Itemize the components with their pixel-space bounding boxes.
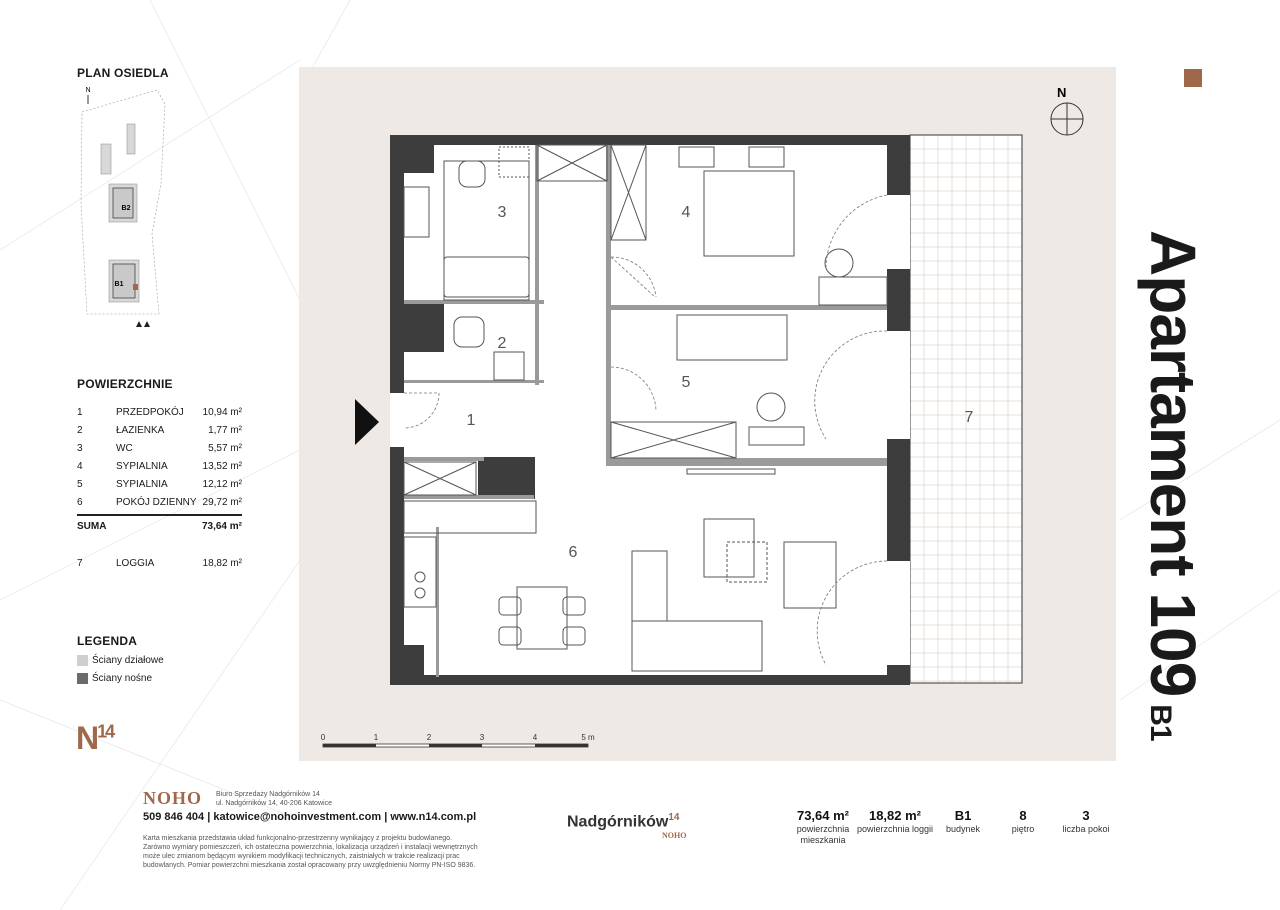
site-plan-title: PLAN OSIEDLA (77, 66, 169, 80)
disclaimer-line: budowlanych. Pomiar powierzchni mieszkania został opracowany przy uwzględnieniu Normy PN-ISO 9836. (143, 862, 476, 869)
accent-square-bottom (77, 825, 95, 843)
entrance-arrow (355, 399, 379, 445)
legend-swatch-partition (77, 655, 88, 666)
apartment-title-text: Apartament 109 (1137, 230, 1209, 697)
area-no: 4 (77, 461, 83, 472)
legend-label-loadbearing: Ściany nośne (92, 673, 153, 685)
disclaimer (143, 834, 543, 870)
areas-sum-divider (77, 514, 242, 516)
accent-square-top (1184, 69, 1202, 87)
site-plan-b2-label: B2 (121, 205, 131, 212)
noho-brand: NOHO (143, 788, 203, 808)
room-number-1: 1 (466, 412, 476, 429)
area-value: 1,77 m² (208, 425, 242, 436)
floor-plan (299, 67, 1116, 761)
area-name: WC (116, 443, 133, 454)
disclaimer-line: Karta mieszkania przedstawia układ funkcjonalno-przestrzenny wynikający z projektu budowlanego. (143, 835, 452, 842)
area-name: SYPIALNIA (116, 479, 168, 490)
stat-value: 73,64 m² (796, 808, 850, 823)
project-logo-sub: NOHO (662, 831, 687, 840)
area-no: 6 (77, 497, 83, 508)
stat-value: 8 (1019, 808, 1027, 823)
scale-tick-label: 2 (426, 733, 432, 742)
disclaimer-line: Zarówno wymiary pomieszczeń, ich ostateczna powierzchnia, lokalizacja urządzeń i instalacji wewnętrznych (143, 844, 478, 851)
office-line-1: Biuro Sprzedaży Nadgórników 14 (216, 791, 320, 798)
legend-swatch-loadbearing (77, 673, 88, 684)
apartment-title (1130, 230, 1210, 750)
area-no: 3 (77, 443, 83, 454)
scale-tick-label: 0 (320, 733, 326, 742)
area-row (77, 497, 242, 511)
disclaimer-line: może ulec zmianom będącym wynikiem modyfikacji technicznych, zaistniałych w trakcie realizacji prac (143, 853, 460, 860)
apartment-building-suffix: B1 (1144, 704, 1177, 741)
area-name: SYPIALNIA (116, 461, 168, 472)
loggia-value: 18,82 m² (202, 558, 242, 569)
site-plan-map (77, 84, 167, 334)
stat-label: piętro (1011, 824, 1035, 834)
scale-bar (321, 733, 595, 747)
loggia-no: 7 (77, 558, 83, 569)
room-number-2: 2 (497, 335, 507, 352)
stat-value: 3 (1082, 808, 1090, 823)
project-logo-text: Nadgórników (567, 813, 669, 831)
sum-value: 73,64 m² (201, 521, 242, 532)
area-no: 5 (77, 479, 83, 490)
area-row (77, 479, 242, 493)
area-name: POKÓJ DZIENNY (116, 497, 197, 508)
sum-label: SUMA (77, 521, 107, 532)
office-info (216, 790, 332, 808)
area-no: 2 (77, 425, 83, 436)
area-row (77, 461, 242, 475)
compass-north-label: N (1057, 85, 1067, 100)
site-plan-b1-label: B1 (114, 281, 124, 288)
room-number-7: 7 (964, 409, 974, 426)
area-value: 5,57 m² (208, 443, 242, 454)
area-row (77, 425, 242, 439)
stat-label: powierzchnia loggii (856, 824, 934, 834)
area-name: ŁAZIENKA (116, 425, 165, 436)
legend-title: LEGENDA (77, 634, 138, 648)
legend-item-partition (77, 655, 164, 666)
area-row (77, 443, 242, 457)
stat-value: B1 (954, 808, 972, 823)
room-number-6: 6 (568, 544, 578, 561)
legend-item-loadbearing (77, 673, 152, 684)
contact-line: 509 846 404 | katowice@nohoinvestment.com | www.n14.com.pl (143, 811, 477, 823)
stat-label: powierzchnia mieszkania (796, 824, 850, 845)
area-no: 1 (77, 407, 83, 418)
areas-title: POWIERZCHNIE (77, 377, 173, 391)
scale-tick-label: 3 (479, 733, 485, 742)
site-plan-north-label: N (85, 87, 91, 94)
room-number-5: 5 (681, 374, 691, 391)
area-name: PRZEDPOKÓJ (116, 407, 184, 418)
compass (1051, 85, 1083, 135)
room-number-3: 3 (497, 204, 507, 221)
project-logo-sup: 14 (668, 812, 680, 823)
area-value: 10,94 m² (202, 407, 242, 418)
loggia-row (77, 558, 242, 572)
area-value: 29,72 m² (202, 497, 242, 508)
n14-logo: $N^{14}$ (76, 720, 114, 756)
n14-logo-sup: 14 (97, 721, 114, 742)
room-number-4: 4 (681, 204, 691, 221)
area-value: 13,52 m² (202, 461, 242, 472)
stat-label: budynek (945, 824, 981, 834)
stat-value: 18,82 m² (868, 808, 922, 823)
office-line-2: ul. Nadgórników 14, 40-206 Katowice (216, 800, 332, 807)
project-logo (567, 812, 679, 831)
scale-tick-label: 5 m (581, 733, 595, 742)
legend-label-partition: Ściany działowe (92, 655, 164, 667)
scale-tick-label: 4 (532, 733, 538, 742)
stat-item (783, 810, 863, 846)
stat-item (1046, 810, 1126, 835)
loggia-name: LOGGIA (116, 558, 155, 569)
scale-tick-label: 1 (373, 733, 379, 742)
areas-sum-row (77, 521, 242, 535)
stat-label: liczba pokoi (1062, 824, 1110, 834)
area-row (77, 407, 242, 421)
area-value: 12,12 m² (202, 479, 242, 490)
